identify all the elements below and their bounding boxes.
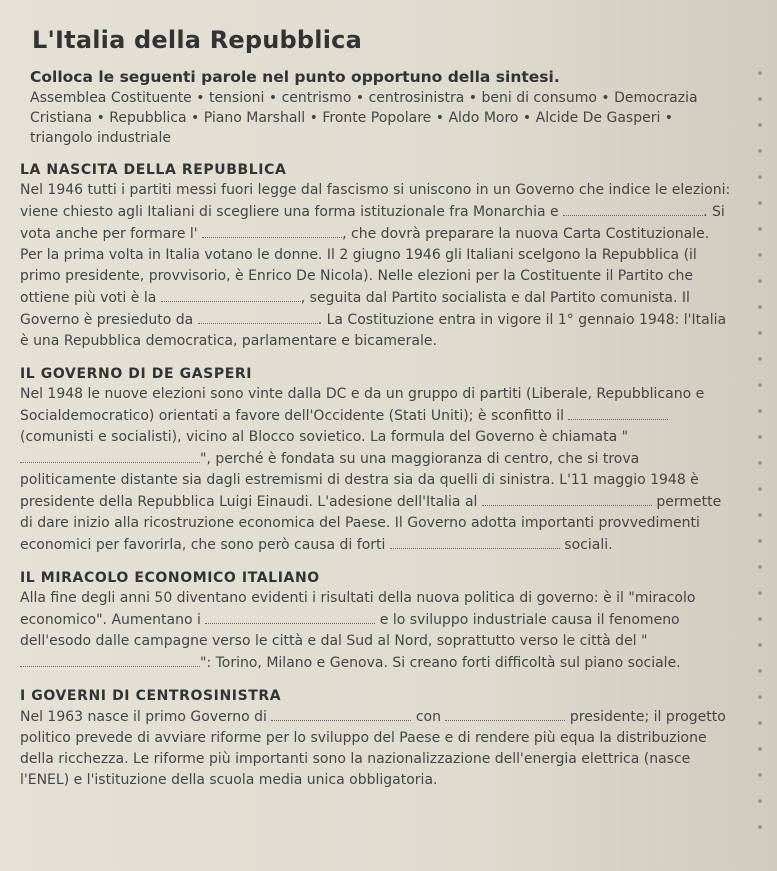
section-governi-centrosinistra (20, 688, 737, 791)
text-fragment: Alla fine degli anni 50 diventano evidenti i risultati della nuova politica di governo: è il "miracolo economico". Aumentano i (20, 590, 696, 628)
text-fragment: . Si vota anche per formare l' (20, 204, 725, 242)
section-text (20, 706, 733, 791)
text-fragment: presidente; il progetto politico prevede di avviare riforme per lo sviluppo del Paese e di rendere più equa la distribuzione della ricchezza. Le riforme più importanti sono la nazionalizzazione dell'energia elettrica (nasce l'ENEL) e l'istituzione della scuola media unica obbligatoria. (20, 709, 726, 788)
text-fragment: , seguita dal Partito socialista e dal Partito comunista. Il Governo è presieduto da (20, 290, 690, 328)
section-governo-de-gasperi (20, 366, 737, 556)
text-fragment: ": Torino, Milano e Genova. Si creano forti difficoltà sul piano sociale. (200, 655, 681, 671)
blank-field[interactable] (20, 652, 200, 667)
text-fragment: ", perché è fondata su una maggioranza di centro, che si trova politicamente distante sia dagli estremismi di destra sia da quelli di sinistra. L'11 maggio 1948 è presidente della Repubblica Luigi Einaudi. (20, 451, 699, 510)
blank-field[interactable] (198, 309, 318, 324)
section-text (20, 384, 733, 556)
text-fragment: sociali. (564, 537, 613, 553)
page-edge-dots (757, 60, 763, 851)
section-heading: LA NASCITA DELLA REPUBBLICA (20, 162, 287, 178)
blank-field[interactable] (161, 287, 301, 302)
section-nascita-repubblica (20, 162, 737, 352)
section-miracolo-economico (20, 570, 737, 674)
blank-field[interactable] (202, 223, 342, 238)
instructions-block (30, 68, 737, 148)
text-fragment: e lo sviluppo industriale causa il fenomeno dell'esodo dalle campagne verso le città e dal Sud al Nord, soprattutto verso le città del " (20, 612, 680, 649)
blank-field[interactable] (271, 706, 411, 721)
text-fragment: Nel 1946 tutti i partiti messi fuori legge dal fascismo si uniscono in un Governo che indice le elezioni: viene chiesto agli Italiani di scegliere una forma istituzionale fra Monarchia e (20, 182, 731, 220)
text-fragment: . La Costituzione entra in vigore il 1° gennaio 1948: l'Italia è una Repubblica democratica, parlamentare e bicamerale. (20, 312, 727, 349)
section-text (20, 588, 733, 674)
word-bank: Assemblea Costituente • tensioni • centrismo • centrosinistra • beni di consumo • Democrazia Cristiana • Repubblica • Piano Marshall • Fronte Popolare • Aldo Moro • Alcide De Gasperi • triangolo industriale (30, 90, 698, 146)
blank-field[interactable] (20, 448, 200, 463)
instructions-heading: Colloca le seguenti parole nel punto opportuno della sintesi. (30, 68, 560, 86)
blank-field[interactable] (563, 201, 703, 216)
blank-field[interactable] (390, 534, 560, 549)
blank-field[interactable] (568, 405, 668, 420)
text-fragment: L'adesione dell'Italia al (317, 494, 478, 510)
blank-field[interactable] (445, 706, 565, 721)
section-heading: I GOVERNI DI CENTROSINISTRA (20, 688, 282, 704)
section-heading: IL MIRACOLO ECONOMICO ITALIANO (20, 570, 320, 586)
text-fragment: (comunisti e socialisti), vicino al Blocco sovietico. La formula del Governo è chiamata " (20, 429, 629, 445)
page-title: L'Italia della Repubblica (32, 26, 362, 54)
text-fragment: Il 2 giugno 1946 gli Italiani scelgono la Repubblica (il primo presidente, provvisorio, è Enrico De Nicola). Nelle elezioni per la Costituente il Partito che ottiene più voti è la (20, 247, 697, 306)
blank-field[interactable] (482, 491, 652, 506)
text-fragment: Nel 1948 le nuove elezioni sono vinte dalla DC e da un gruppo di partiti (Liberale, Repubblicano e Socialdemocratico) orientati a favore dell'Occidente (Stati Uniti); è sconfitto il (20, 386, 705, 424)
text-fragment: , che dovrà preparare la nuova Carta Costituzionale. Per la prima volta in Italia votano le donne. (20, 226, 710, 263)
text-fragment: Nel 1963 nasce il primo Governo di (20, 709, 267, 725)
blank-field[interactable] (205, 609, 375, 624)
text-fragment: con (415, 709, 441, 725)
text-fragment: permette di dare inizio alla ricostruzione economica del Paese. Il Governo adotta importanti provvedimenti economici per favorirla, che sono però causa di forti (20, 494, 722, 553)
section-text (20, 180, 733, 352)
section-heading: IL GOVERNO DI DE GASPERI (20, 366, 253, 382)
